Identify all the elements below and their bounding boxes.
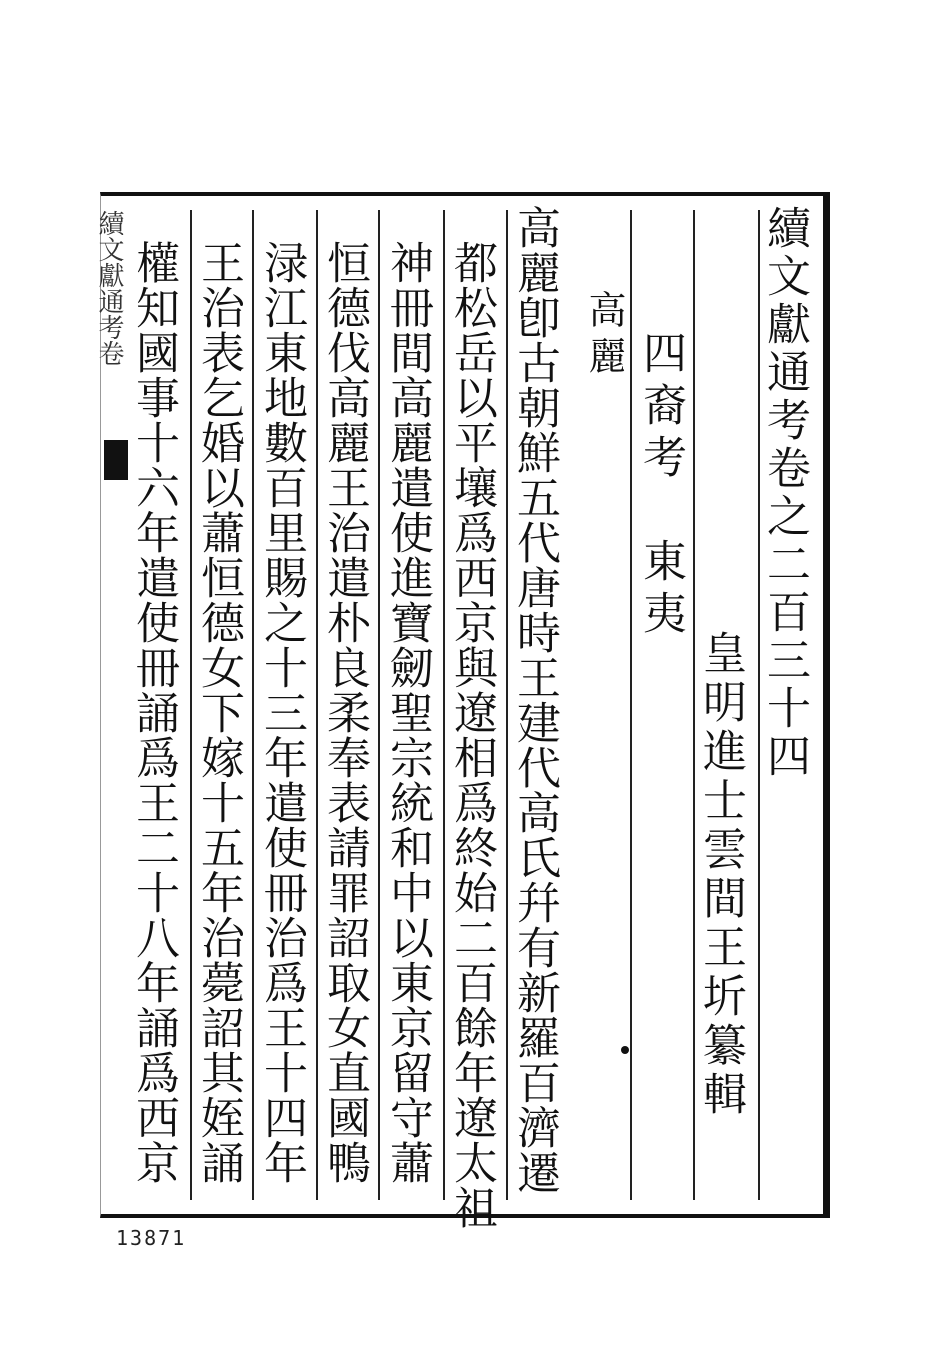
section-heading: 四裔考 東夷 (635, 330, 686, 642)
page-number: 13871 (116, 1226, 187, 1250)
column-rule (316, 210, 318, 1200)
ink-mark (621, 1046, 629, 1054)
text-line-4: 恒德伐高麗王治遣朴良柔奉表請罪詔取女直國鴨 (319, 240, 370, 1185)
column-rule (506, 210, 508, 1200)
author-line: 皇明進士雲間王圻纂輯 (695, 630, 746, 1120)
text-line-3: 神冊間高麗遣使進寶劒聖宗統和中以東京留守蕭 (382, 240, 433, 1185)
text-line-2: 都松岳以平壤爲西京與遼相爲終始二百餘年遼太祖 (446, 240, 497, 1230)
fishtail-mark (104, 440, 128, 480)
text-line-7: 權知國事十六年遣使冊誦爲王二十八年誦爲西京 (128, 240, 179, 1185)
column-rule (443, 210, 445, 1200)
subsection-heading: 高麗 (582, 290, 626, 382)
column-rule (630, 210, 632, 1200)
text-line-1: 高麗卽古朝鮮五代唐時王建代高氏幷有新羅百濟遷 (509, 205, 560, 1195)
volume-title: 續文獻通考卷之二百三十四 (759, 205, 810, 781)
text-line-6: 王治表乞婚以蕭恒德女下嫁十五年治薨詔其姪誦 (193, 240, 244, 1185)
column-rule (190, 210, 192, 1200)
text-line-5: 渌江東地數百里賜之十三年遣使冊治爲王十四年 (256, 240, 307, 1185)
column-rule (378, 210, 380, 1200)
column-rule (252, 210, 254, 1200)
spine-label: 續文獻通考卷 (94, 210, 124, 366)
